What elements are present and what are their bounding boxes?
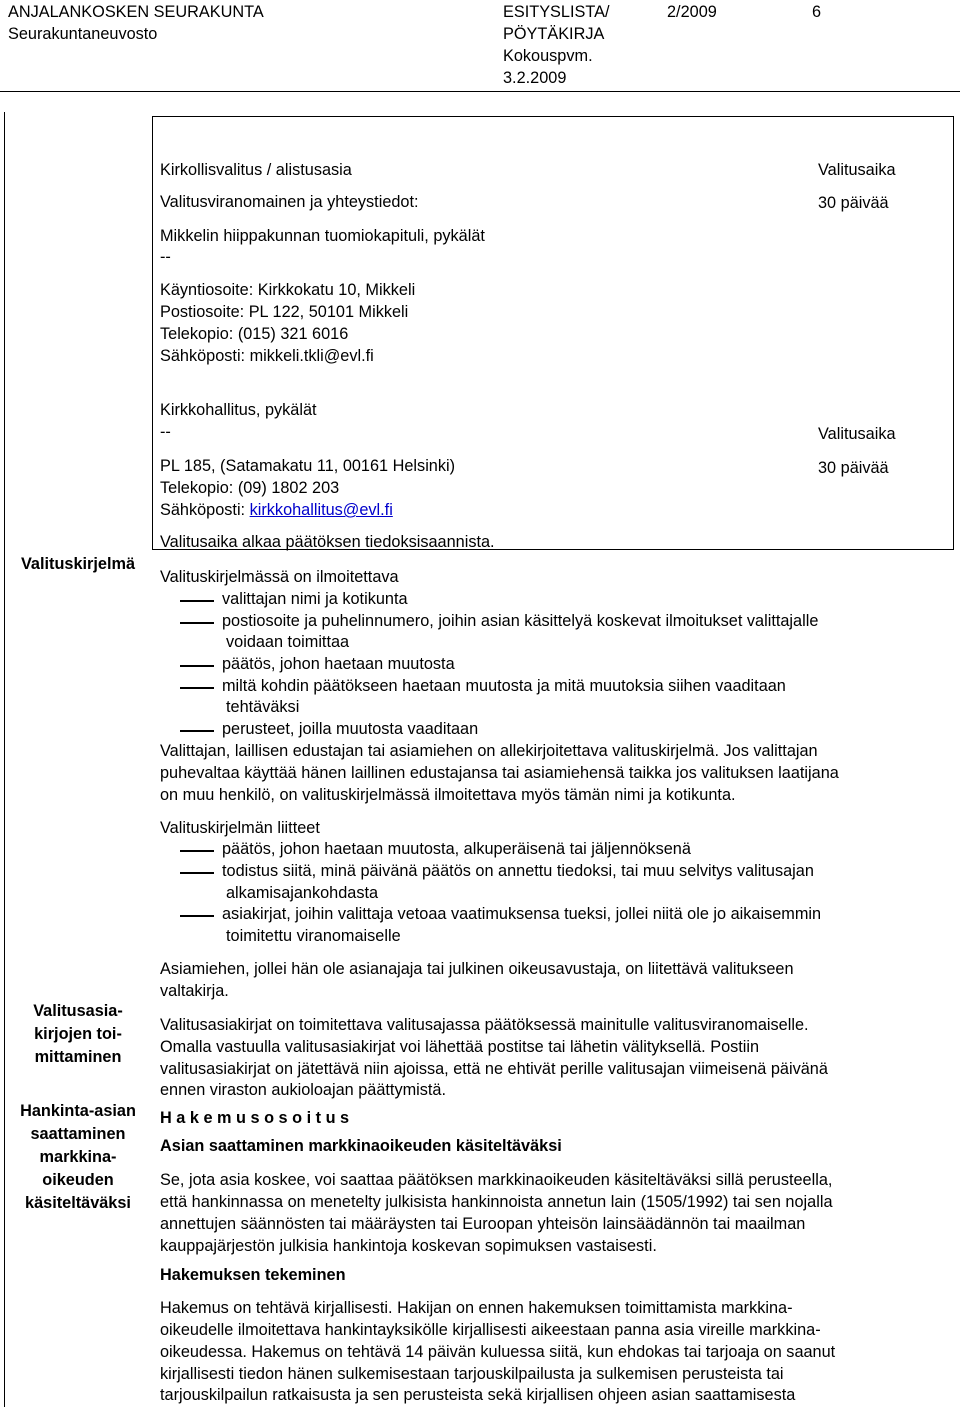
fax: Telekopio: (015) 321 6016 — [160, 325, 349, 343]
list-item: miltä kohdin päätökseen haetaan muutosta ja mitä muutoksia siihen vaaditaan — [222, 677, 786, 695]
email-prefix: Sähköposti: — [160, 501, 250, 519]
authority-name: Mikkelin hiippakunnan tuomiokapituli, pykälät — [160, 227, 485, 245]
email-2 — [160, 500, 393, 520]
council-name: Seurakuntaneuvosto — [8, 25, 158, 43]
appeal-type: Kirkollisvalitus / alistusasia — [160, 161, 352, 179]
appeal-time-value-2: 30 päivää — [818, 459, 889, 477]
side-line: mittaminen — [34, 1048, 122, 1066]
email-link[interactable]: kirkkohallitus@evl.fi — [249, 501, 393, 519]
procurement-subheading: Asian saattaminen markkinaoikeuden käsiteltäväksi — [160, 1137, 562, 1155]
delivery-text: ennen viraston aukioloajan päättymistä. — [160, 1081, 447, 1099]
sections-placeholder: -- — [160, 248, 171, 266]
doc-type: ESITYSLISTA/ — [503, 3, 610, 21]
box-left-border — [152, 116, 153, 550]
signature-text: Valittajan, laillisen edustajan tai asiamiehen on allekirjoitettava valituskirjelmä. Jos valittajan — [160, 742, 818, 760]
procurement-heading: H a k e m u s o s o i t u s — [160, 1109, 350, 1127]
header-rule — [0, 91, 960, 92]
list-item-cont: voidaan toimittaa — [226, 633, 350, 651]
appeal-time-label: Valitusaika — [818, 161, 896, 179]
application-text: oikeudelle ilmoitettava hankintayksikölle kirjallisesti aikeestaan panna asia vireille markkina- — [160, 1321, 821, 1339]
appeal-time-value: 30 päivää — [818, 194, 889, 212]
attachment-item: päätös, johon haetaan muutosta, alkuperäisenä tai jäljennöksenä — [222, 840, 691, 858]
appeal-start: Valitusaika alkaa päätöksen tiedoksisaannista. — [160, 533, 495, 551]
visit-address: Käyntiosoite: Kirkkokatu 10, Mikkeli — [160, 281, 416, 299]
list-item: päätös, johon haetaan muutosta — [222, 655, 455, 673]
application-heading: Hakemuksen tekeminen — [160, 1266, 346, 1284]
procurement-text: Se, jota asia koskee, voi saattaa päätöksen markkinaoikeuden käsiteltäväksi sillä perusteella, — [160, 1171, 833, 1189]
delivery-text: valitusasiakirjat on jätettävä niin ajoissa, että ne ehtivät perille valitusajan viimeisenä päivänä — [160, 1060, 828, 1078]
dash-bullet — [180, 622, 214, 624]
dash-bullet — [180, 730, 214, 732]
meeting-date: 3.2.2009 — [503, 69, 567, 87]
list-item: perusteet, joilla muutosta vaaditaan — [222, 720, 479, 738]
sections-placeholder-2: -- — [160, 423, 171, 441]
left-border — [4, 112, 5, 1407]
dash-bullet — [180, 665, 214, 667]
attachment-item-cont: alkamisajankohdasta — [226, 884, 379, 902]
application-text: tarjouskilpailun ratkaisusta ja sen perusteista sekä kirjallisen ohjeen asian saattamisesta — [160, 1386, 796, 1404]
letter-intro: Valituskirjelmässä on ilmoitettava — [160, 568, 399, 586]
side-line: käsiteltäväksi — [25, 1194, 131, 1212]
side-heading-letter: Valituskirjelmä — [20, 555, 136, 573]
postal-address: Postiosoite: PL 122, 50101 Mikkeli — [160, 303, 409, 321]
procurement-text: kauppajärjestön julkisia hankintoja koskevan sopimuksen vastaisesti. — [160, 1237, 657, 1255]
organization-name: ANJALANKOSKEN SEURAKUNTA — [8, 3, 264, 21]
postal-address-2: PL 185, (Satamakatu 11, 00161 Helsinki) — [160, 457, 456, 475]
agent-text: valtakirja. — [160, 982, 229, 1000]
side-heading-delivery — [8, 1000, 148, 1069]
box-top-border — [152, 116, 954, 117]
authority-name-2: Kirkkohallitus, pykälät — [160, 401, 317, 419]
side-line: kirjojen toi- — [34, 1025, 122, 1043]
list-item: postiosoite ja puhelinnumero, joihin asian käsittelyä koskevat ilmoitukset valittajalle — [222, 612, 819, 630]
appeal-time-label-2: Valitusaika — [818, 425, 896, 443]
dash-bullet — [180, 600, 214, 602]
signature-text: puhevaltaa käyttää hänen laillinen edustajansa tai asiamiehensä taikka jos valituksen laatijana — [160, 764, 839, 782]
meeting-number: 2/2009 — [667, 3, 717, 21]
list-item: valittajan nimi ja kotikunta — [222, 590, 408, 608]
procurement-text: annettujen säännösten tai määräysten tai Euroopan yhteisön lainsäädännön tai maailman — [160, 1215, 806, 1233]
page-number: 6 — [812, 3, 822, 21]
application-text: kirjallisesti tiedon hänen sulkemisestaan tarjouskilpailusta ja sulkemisen perusteista tai — [160, 1365, 784, 1383]
side-line: Hankinta-asian — [20, 1102, 136, 1120]
meeting-label: Kokouspvm. — [503, 47, 593, 65]
side-line: oikeuden — [42, 1171, 114, 1189]
side-heading-procurement — [8, 1100, 148, 1215]
delivery-text: Omalla vastuulla valitusasiakirjat voi lähettää postitse tai lähetin välityksellä. Postiin — [160, 1038, 760, 1056]
dash-bullet — [180, 850, 214, 852]
attachments-title: Valituskirjelmän liitteet — [160, 819, 320, 837]
procurement-text: että hankinnassa on menetelty julkisista hankinnoista annetun lain (1505/1992) tai sen nojalla — [160, 1193, 833, 1211]
box-right-border — [953, 116, 954, 550]
application-text: Hakemus on tehtävä kirjallisesti. Hakijan on ennen hakemuksen toimittamista markkina- — [160, 1299, 793, 1317]
attachment-item: asiakirjat, joihin valittaja vetoaa vaatimuksensa tueksi, jollei niitä ole jo aikaisemmin — [222, 905, 822, 923]
delivery-text: Valitusasiakirjat on toimitettava valitusajassa päätöksessä mainitulle valitusviranomaiselle. — [160, 1016, 809, 1034]
authority-label: Valitusviranomainen ja yhteystiedot: — [160, 193, 419, 211]
signature-text: on muu henkilö, on valituskirjelmässä ilmoitettava myös tämän nimi ja kotikunta. — [160, 786, 736, 804]
fax-2: Telekopio: (09) 1802 203 — [160, 479, 340, 497]
attachment-item-cont: toimitettu viranomaiselle — [226, 927, 401, 945]
doc-type-2: PÖYTÄKIRJA — [503, 25, 605, 43]
dash-bullet — [180, 687, 214, 689]
side-line: saattaminen — [30, 1125, 126, 1143]
dash-bullet — [180, 872, 214, 874]
side-line: Valitusasia- — [33, 1002, 123, 1020]
dash-bullet — [180, 915, 214, 917]
agent-text: Asiamiehen, jollei hän ole asianajaja tai julkinen oikeusavustaja, on liitettävä valitukseen — [160, 960, 794, 978]
side-line: markkina- — [39, 1148, 117, 1166]
application-text: oikeudessa. Hakemus on tehtävä 14 päivän kuluessa siitä, kun ehdokas tai tarjoaja on saanut — [160, 1343, 836, 1361]
attachment-item: todistus siitä, minä päivänä päätös on annettu tiedoksi, tai muu selvitys valitusajan — [222, 862, 814, 880]
list-item-cont: tehtäväksi — [226, 698, 300, 716]
email: Sähköposti: mikkeli.tkli@evl.fi — [160, 347, 374, 365]
